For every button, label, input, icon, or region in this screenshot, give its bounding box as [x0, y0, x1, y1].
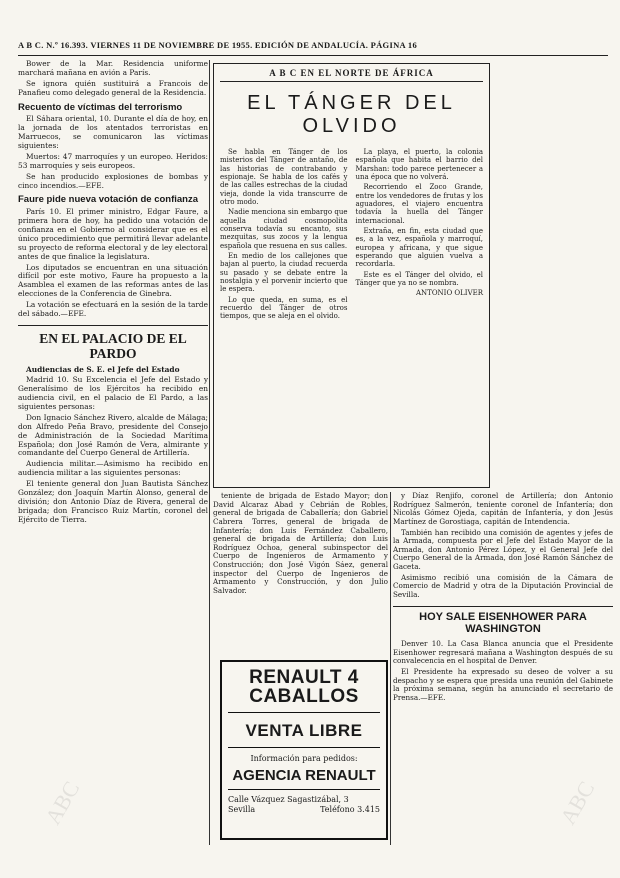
terror-headline: Recuento de víctimas del terrorismo	[18, 101, 183, 113]
watermark: ABC	[40, 776, 85, 829]
ad-city-row	[228, 805, 380, 815]
faure-para: La votación se efectuará en la sesión de la tarde del sábado.—EFE.	[18, 300, 208, 318]
pardo-headline: EN EL PALACIO DE EL PARDO	[18, 325, 208, 362]
intro-para: Bower de la Mar. Residencia uniforme marchará mañana en avión a París.	[18, 59, 208, 77]
feature-para: Se habla en Tánger de los misterios del Tánger de antaño, de las historias de contrabando y espionaje. Se habla de los cafés y de las calles estrechas de la ciudad vieja, donde la vida transcurre de otro modo.	[220, 148, 348, 206]
ad-info: Información para pedidos:	[250, 754, 358, 763]
faure-headline: Faure pide nueva votación de confianza	[18, 194, 199, 206]
feature-para: En medio de los callejones que bajan al puerto, la ciudad recuerda su pasado y se debate entre la nostalgia y el porvenir incierto que le espera.	[220, 251, 348, 294]
feature-para: Este es el Tánger del olvido, el Tánger que ya no se nombra.	[355, 270, 483, 287]
feature-columns	[220, 148, 483, 323]
feature-title: EL TÁNGER DEL OLVIDO	[247, 92, 456, 137]
ad-address: Calle Vázquez Sagastizábal, 3	[228, 795, 349, 804]
watermark: ABC	[555, 776, 600, 829]
feature-para: Extraña, en fin, esta ciudad que es, a la vez, española y marroquí, europea y africana, y que sigue esperando que alguien vuelva a recordarla.	[355, 226, 483, 269]
ad-footer	[228, 795, 380, 816]
ad-agency: AGENCIA RENAULT	[228, 767, 380, 790]
feature-para: Recorriendo el Zoco Grande, entre los vendedores de frutas y los aguadores, el viajero encuentra todavía la huella del Tánger internacional.	[355, 183, 483, 225]
right-para: y Díaz Renjifo, coronel de Artillería; don Antonio Rodríguez Salmerón, teniente coronel de Infantería; don Nicolás Gómez Ojeda, capitán de Infantería, y don Jesús Martínez de Gorostiaga, capitán de Intendencia.	[393, 491, 613, 526]
eisenhower-para: El Presidente ha expresado su deseo de volver a su despacho y se espera que presida una reunión del Gabinete la próxima semana, según ha anunciado el secretario de Prensa.—EFE.	[393, 666, 613, 702]
faure-para: Los diputados se encuentran en una situación difícil por este motivo, Faure ha propuesto a la Asamblea el examen de las reformas antes de las elecciones de la Conferencia de Ginebra.	[18, 262, 208, 299]
terror-para: Se han producido explosiones de bombas y cinco incendios.—EFE.	[18, 171, 208, 190]
column-divider	[209, 60, 210, 845]
feature-col-left	[220, 148, 348, 323]
right-para: Asimismo recibió una comisión de la Cámara de Comercio de Madrid y otra de la Diputación Provincial de Sevilla.	[393, 572, 613, 600]
ad-phone: Teléfono 3.415	[320, 805, 380, 815]
right-para: También han recibido una comisión de agentes y jefes de la Armada, compuesta por el Jefe del Estado Mayor de la Armada, don Antonio Pérez López, y el General Jefe del Cuerpo General de la Armada, don José Ramón Sánchez de Gaceta.	[393, 527, 613, 572]
column-middle-bottom	[213, 492, 388, 598]
feature-para: Nadie menciona sin embargo que aquella ciudad cosmopolita conserva todavía su encanto, sus mezquitas, sus zocos y la lengua española que resuena en sus calles.	[220, 208, 348, 250]
feature-para: Lo que queda, en suma, es el recuerdo del Tánger de otros tiempos, que se aleja en el olvido.	[220, 295, 348, 321]
column-right-bottom	[393, 492, 613, 704]
feature-col-right	[356, 148, 484, 323]
feature-signature: ANTONIO OLIVER	[415, 289, 483, 298]
column-divider	[390, 492, 391, 845]
terror-para: Muertos: 47 marroquíes y un europeo. Heridos: 53 marroquíes y seis europeos.	[18, 151, 208, 170]
feature-kicker: A B C EN EL NORTE DE ÁFRICA	[220, 68, 483, 82]
pardo-para: Don Ignacio Sánchez Rivero, alcalde de Málaga; don Alfredo Peña Bravo, presidente del Consejo de Administración de la Sociedad Marítima Española; don José Ramón de Vera, almirante y comandante del Cuerpo General de Artillería.	[18, 412, 208, 458]
eisenhower-headline: HOY SALE EISENHOWER PARA WASHINGTON	[393, 606, 613, 636]
column-left	[18, 60, 208, 526]
feature-para: La playa, el puerto, la colonia española que habita el barrio del Marshan: todo parece pertenecer a una época que no volverá.	[355, 148, 483, 181]
ad-brand: RENAULT 4 CABALLOS	[228, 668, 380, 713]
header-rule	[18, 55, 608, 56]
faure-para: París 10. El primer ministro, Edgar Faure, a primera hora de hoy, ha pedido una votación de confianza en el Gobierno al considerar que es el único procedimiento que permitirá llevar adelante su proyecto de reforma electoral y de ley electoral antes de que finalice la legislatura.	[18, 207, 208, 261]
mid-para: teniente de brigada de Estado Mayor; don David Alcaraz Abad y Cebrián de Robles, general de brigada de Caballería; don Gabriel Cabrera Torres, general de brigada de Infantería; don Luis Fernández Caballero, general de brigada de Artillería; don Luis Rodríguez Ochoa, general subinspector del Cuerpo de Ingenieros de Armamento y Construcción; don José Vigón Sáez, general inspector del Cuerpo de Ingenieros de Armamento y Construcción, y don Julio Salvador.	[213, 491, 388, 596]
tanger-feature-box	[213, 63, 490, 488]
terror-para: El Sáhara oriental, 10. Durante el día de hoy, en la jornada de los atentados terroristas en Marruecos, se comunicaron las víctimas siguientes:	[18, 114, 208, 151]
intro-para: Se ignora quién sustituirá a Francois de Panafieu como delegado general de la Residencia.	[18, 78, 208, 97]
page-header: A B C. N.º 16.393. VIERNES 11 DE NOVIEMBRE DE 1955. EDICIÓN DE ANDALUCÍA. PÁGINA 16	[18, 40, 417, 50]
renault-advertisement	[220, 660, 388, 840]
pardo-subhead: Audiencias de S. E. el Jefe del Estado	[26, 364, 180, 374]
ad-sale: VENTA LIBRE	[228, 721, 380, 748]
pardo-para: El teniente general don Juan Bautista Sánchez González; don Joaquín Martín Alonso, general de división; don Antonio Díaz de Rivera, general de brigada; don Francisco Ruiz Martín, coronel del Ejército de Tierra.	[18, 479, 208, 524]
eisenhower-para: Denver 10. La Casa Blanca anuncia que el Presidente Eisenhower regresará mañana a Washington después de su convalecencia en el hospital de Denver.	[393, 638, 613, 666]
ad-city: Sevilla	[228, 805, 256, 815]
pardo-para: Audiencia militar.—Asimismo ha recibido en audiencia militar a las siguientes personas:	[18, 459, 208, 478]
pardo-para: Madrid 10. Su Excelencia el Jefe del Estado y Generalísimo de los Ejércitos ha recibido en audiencia civil, en el palacio de El Pardo, a las siguientes personas:	[18, 375, 208, 412]
